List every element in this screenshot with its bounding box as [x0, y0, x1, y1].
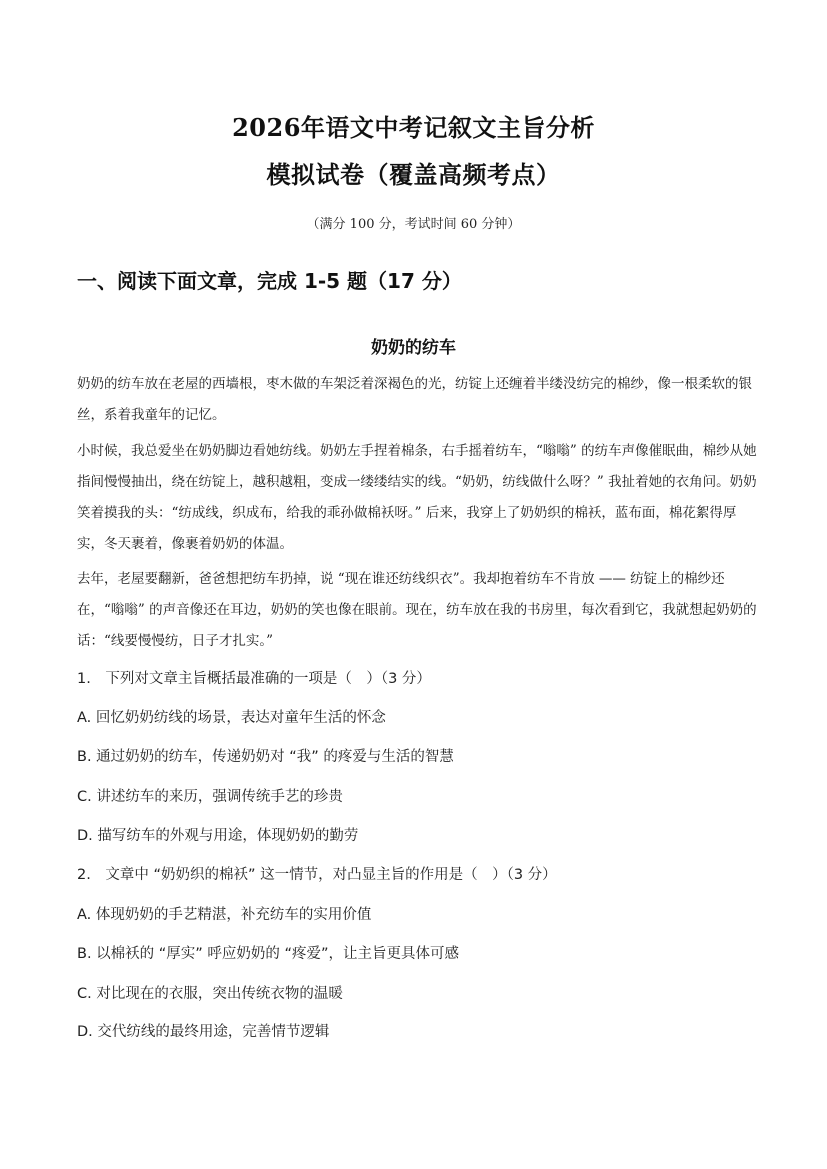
question-1-option-b: B. 通过奶奶的纺车，传递奶奶对 “我” 的疼爱与生活的智慧 [77, 749, 454, 765]
question-2-option-c: C. 对比现在的衣服，突出传统衣物的温暖 [77, 986, 343, 1002]
question-1-stem: 1. 下列对文章主旨概括最准确的一项是（ ）（3 分） [77, 671, 431, 687]
essay-paragraph: 小时候，我总爱坐在奶奶脚边看她纺线。奶奶左手捏着棉条，右手摇着纺车，“嗡嗡” 的纺车声像催眠曲，棉纱从她指间慢慢抽出，绕在纺锭上，越积越粗，变成一缕缕结实的线。“奶奶，纺线做什么呀？” 我扯着她的衣角问。奶奶笑着摸我的头：“纺成线，织成布，给我的乖孙做棉袄呀。” 后来，我穿上了奶奶织的棉袄，蓝布面，棉花絮得厚实，冬天裹着，像裹着奶奶的体温。 [77, 443, 757, 552]
question-2-option-b: B. 以棉袄的 “厚实” 呼应奶奶的 “疼爱”，让主旨更具体可感 [77, 946, 460, 962]
essay-paragraph: 奶奶的纺车放在老屋的西墙根，枣木做的车架泛着深褐色的光，纺锭上还缠着半缕没纺完的棉纱，像一根柔软的银丝，系着我童年的记忆。 [77, 376, 752, 423]
exam-title-line1: 2026年语文中考记叙文主旨分析 [232, 113, 595, 142]
question-1-option-a: A. 回忆奶奶纺线的场景，表达对童年生活的怀念 [77, 710, 386, 726]
essay-paragraph: 去年，老屋要翻新，爸爸想把纺车扔掉，说 “现在谁还纺线织衣”。我却抱着纺车不肯放 —— 纺锭上的棉纱还在，“嗡嗡” 的声音像还在耳边，奶奶的笑也像在眼前。现在，纺车放在我的书房里，每次看到它，我就想起奶奶的话：“线要慢慢纺，日子才扎实。” [77, 571, 757, 649]
question-2-option-a: A. 体现奶奶的手艺精湛，补充纺车的实用价值 [77, 907, 372, 923]
exam-info: （满分 100 分，考试时间 60 分钟） [306, 217, 521, 232]
question-1-option-d: D. 描写纺车的外观与用途，体现奶奶的勤劳 [77, 828, 359, 844]
question-2-option-d: D. 交代纺线的最终用途，完善情节逻辑 [77, 1024, 330, 1040]
question-1-option-c: C. 讲述纺车的来历，强调传统手艺的珍贵 [77, 789, 343, 805]
exam-title-line2: 模拟试卷（覆盖高频考点） [266, 160, 561, 189]
section-heading: 一、阅读下面文章，完成 1-5 题（17 分） [77, 269, 462, 293]
question-2-stem: 2. 文章中 “奶奶织的棉袄” 这一情节，对凸显主旨的作用是（ ）（3 分） [77, 867, 557, 883]
essay-title: 奶奶的纺车 [371, 338, 456, 358]
